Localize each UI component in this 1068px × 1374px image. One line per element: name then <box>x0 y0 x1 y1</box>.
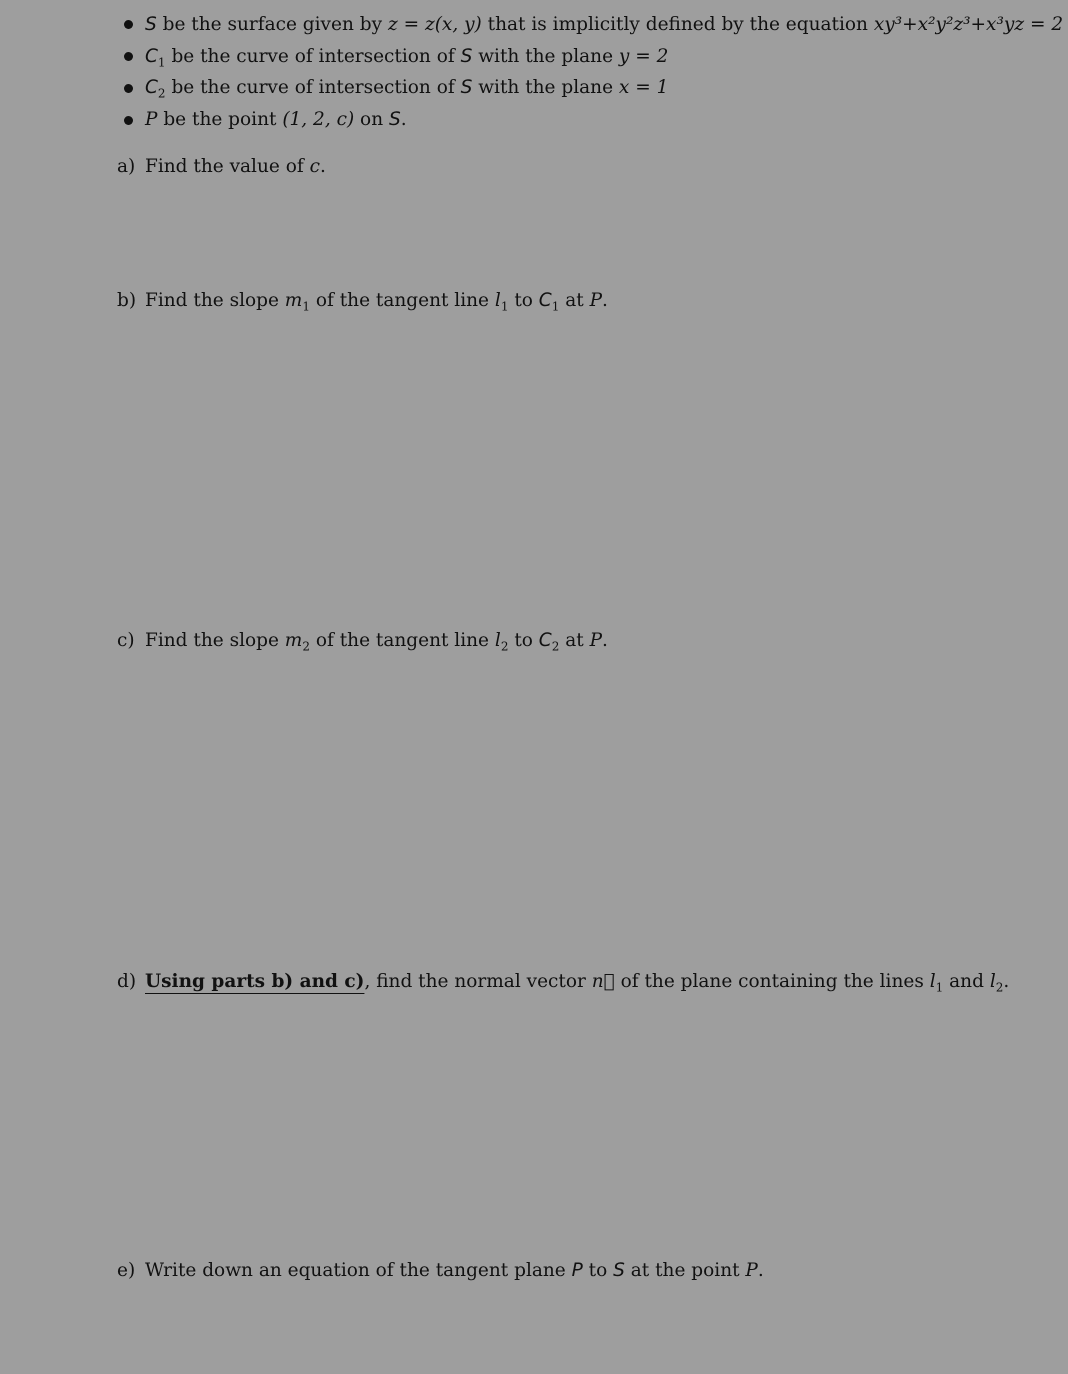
text-fragment: be the curve of intersection of <box>165 46 461 67</box>
text-fragment: . <box>1003 971 1010 992</box>
bullet-curve-c1 <box>145 45 668 69</box>
text-fragment: be the point <box>157 109 283 130</box>
text-fragment: at <box>559 630 590 651</box>
subscript: 1 <box>935 980 944 995</box>
subscript: 1 <box>157 55 166 70</box>
surface-symbol: S <box>460 46 473 67</box>
part-e-label: e) <box>117 1260 136 1281</box>
subscript: 2 <box>157 86 166 101</box>
bullet-marker <box>124 84 133 93</box>
text-fragment: to <box>508 290 539 311</box>
bullet-surface-definition <box>145 13 1063 37</box>
part-d-label: d) <box>117 971 137 992</box>
part-a-question <box>145 155 326 179</box>
curve-symbol: C <box>145 77 158 98</box>
surface-symbol: S <box>145 14 157 35</box>
subscript: 2 <box>302 639 310 654</box>
text-fragment: on <box>354 109 389 130</box>
text-fragment: . <box>757 1260 764 1281</box>
text-fragment: to <box>508 630 539 651</box>
text-fragment: , find the normal vector <box>364 971 592 992</box>
text-fragment: at the point <box>624 1260 746 1281</box>
text-fragment: . <box>319 156 326 177</box>
bullet-marker <box>124 52 133 61</box>
normal-vector-symbol: n⃗ <box>591 971 615 992</box>
text-fragment: Find the slope <box>145 290 285 311</box>
bullet-point-p <box>145 108 407 132</box>
part-e-question <box>145 1259 764 1283</box>
line-symbol: l <box>929 971 936 992</box>
part-d-question <box>145 970 1009 994</box>
point-symbol: P <box>589 630 603 651</box>
part-a-label: a) <box>117 156 136 177</box>
plane-equation: y = 2 <box>618 46 669 67</box>
text-fragment: at <box>559 290 590 311</box>
subscript: 2 <box>551 639 560 654</box>
part-b-label: b) <box>117 290 137 311</box>
surface-symbol: S <box>389 109 401 130</box>
curve-symbol: C <box>538 630 552 651</box>
plane-equation: x = 1 <box>618 77 669 98</box>
bullet-curve-c2 <box>145 76 668 100</box>
emphasis-underlined: Using parts b) and c) <box>145 971 365 992</box>
text-fragment: of the tangent line <box>309 630 495 651</box>
line-symbol: l <box>494 630 501 651</box>
text-fragment: of the plane containing the lines <box>614 971 930 992</box>
subscript: 2 <box>500 639 509 654</box>
text-fragment: Find the slope <box>145 630 285 651</box>
text-fragment: . <box>602 290 608 311</box>
line-symbol: l <box>989 971 996 992</box>
text-fragment: of the tangent line <box>309 290 495 311</box>
subscript: 1 <box>302 299 310 314</box>
point-symbol: P <box>745 1260 758 1281</box>
text-fragment: be the surface given by <box>156 14 388 35</box>
text-fragment: that is implicitly defined by the equation <box>481 14 874 35</box>
text-fragment: with the plane <box>472 77 619 98</box>
math-fragment: z = z(x, y) <box>387 14 482 35</box>
slope-symbol: m <box>284 630 303 651</box>
curve-symbol: C <box>538 290 552 311</box>
bullet-marker <box>124 116 133 125</box>
tangent-plane-symbol: P <box>571 1260 583 1281</box>
surface-equation: xy³+x²y²z³+x³yz = 2 <box>873 14 1064 35</box>
line-symbol: l <box>494 290 501 311</box>
curve-symbol: C <box>145 46 158 67</box>
part-b-question <box>145 289 608 313</box>
point-coordinates: (1, 2, c) <box>282 109 355 130</box>
text-fragment: . <box>602 630 608 651</box>
subscript: 1 <box>500 299 509 314</box>
bullet-marker <box>124 20 133 29</box>
slope-symbol: m <box>284 290 303 311</box>
part-c-label: c) <box>117 630 135 651</box>
text-fragment: to <box>582 1260 614 1281</box>
text-fragment: Write down an equation of the tangent plane <box>145 1260 572 1281</box>
point-symbol: P <box>145 109 158 130</box>
text-fragment: Find the value of <box>145 156 310 177</box>
surface-symbol: S <box>460 77 473 98</box>
variable-c: c <box>309 156 320 177</box>
part-c-question <box>145 629 608 653</box>
subscript: 2 <box>995 980 1004 995</box>
text-fragment: be the curve of intersection of <box>165 77 461 98</box>
text-fragment: and <box>943 971 990 992</box>
text-fragment: with the plane <box>472 46 619 67</box>
point-symbol: P <box>589 290 603 311</box>
surface-symbol: S <box>613 1260 625 1281</box>
text-fragment: . <box>400 109 407 130</box>
subscript: 1 <box>551 299 560 314</box>
